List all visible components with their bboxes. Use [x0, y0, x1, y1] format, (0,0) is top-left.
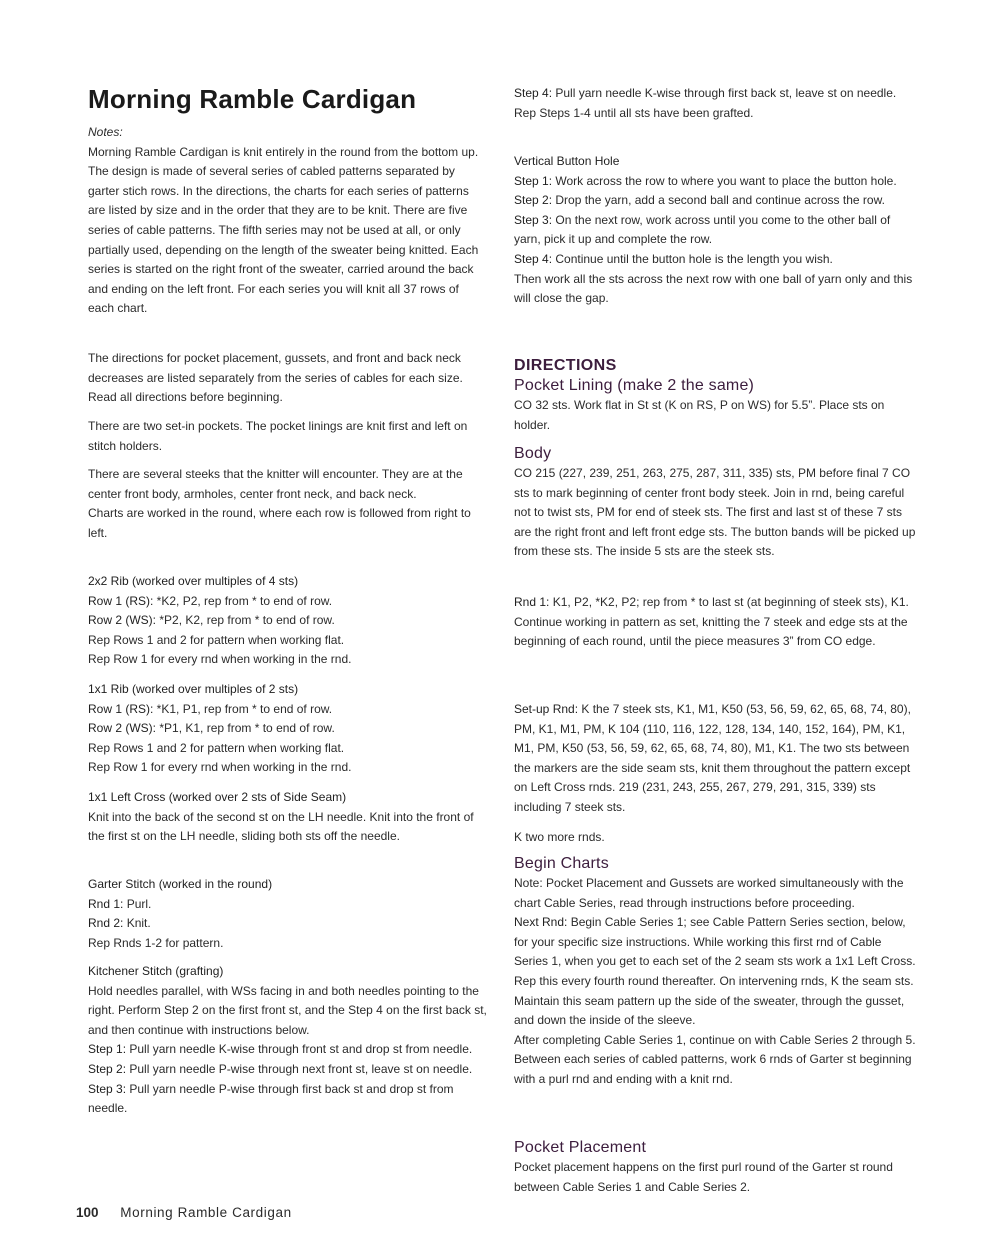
- steeks-text: There are several steeks that the knitter will encounter. They are at the center front body, armholes, center front neck, and back neck.: [88, 467, 463, 501]
- page-footer: [76, 1205, 292, 1220]
- row-label: Row 1 (RS):: [88, 593, 154, 608]
- charts-direction-text: Charts are worked in the round, where each row is followed from right to left.: [88, 506, 471, 540]
- rnd-label: Rnd 2:: [88, 916, 124, 931]
- pocket-lining-section: [514, 377, 916, 435]
- step-text: Pull yarn needle K-wise through first back st, leave st on needle.: [552, 86, 897, 100]
- continue-text: Continue working in pattern as set, knitting the 7 steek and edge sts at the beginning of each round, until the piece measures 3” from CO edge.: [514, 614, 908, 649]
- after-series-text: After completing Cable Series 1, continue on with Cable Series 2 through 5. Between each series of cabled patterns, work 6 rnds of Garter st beginning with a purl rnd and ending with a knit rnd.: [514, 1032, 916, 1086]
- button-hole-step-3: [514, 211, 916, 250]
- pocket-placement-section: [514, 1139, 916, 1197]
- row-label: Row 1 (RS):: [88, 701, 154, 716]
- rib-2x2-section: [88, 572, 488, 670]
- kitchener-rep: Rep Steps 1-4 until all sts have been grafted.: [514, 105, 754, 120]
- notes-paragraph-1: Morning Ramble Cardigan is knit entirely in the round from the bottom up. The design is made of several series of cabled patterns separated by garter stich rows. In the directions, the charts for each series of patterns are listed by size and in the order that they are to be knit. There are five series of cable patterns. The fifth series may not be used at all, or only partially used, depending on the length of the sweater being knitted. Each series is started on the right front of the sweater, carried around the back and ending on the left front. For each series you will knit all 37 rows of each chart.: [88, 144, 479, 316]
- button-hole-end: Then work all the sts across the next row with one ball of yarn only and this will close the gap.: [514, 271, 913, 306]
- rnd-text: Knit.: [123, 916, 151, 931]
- rib-2x2-title: 2x2 Rib (worked over multiples of 4 sts): [88, 574, 299, 588]
- k-two-more-rnds: K two more rnds.: [514, 830, 605, 844]
- step-label: Step 3:: [88, 1081, 127, 1096]
- garter-rnd-1: [88, 895, 488, 915]
- row-label: Row 2 (WS):: [88, 613, 157, 628]
- next-rnd: [514, 913, 916, 1031]
- pocket-lining-title: Pocket Lining (make 2 the same): [514, 377, 755, 394]
- notes-section: [88, 123, 488, 319]
- row-text: *K2, P2, rep from * to end of row.: [153, 593, 333, 608]
- step-label: Step 1:: [88, 1042, 127, 1057]
- rnd-1-section: [514, 593, 916, 652]
- body-rnd-1: [514, 593, 916, 613]
- setup-rnd: [514, 700, 916, 818]
- kitchener-step-1: [88, 1040, 488, 1060]
- step-text: Pull yarn needle P-wise through first back st and drop st from needle.: [88, 1081, 454, 1116]
- left-cross-title: 1x1 Left Cross (worked over 2 sts of Side Seam): [88, 790, 347, 804]
- kitchener-continued: [514, 84, 916, 123]
- setup-rnd-section: [514, 700, 916, 818]
- step-label: Step 2:: [514, 193, 553, 208]
- row-text: *K1, P1, rep from * to end of row.: [153, 701, 333, 716]
- notes-paragraph-3: There are two set-in pockets. The pocket linings are knit first and left on stitch holders.: [88, 419, 468, 453]
- step-text: On the next row, work across until you come to the other ball of yarn, pick it up and complete the row.: [514, 212, 891, 247]
- button-hole-section: [514, 152, 916, 309]
- garter-rep: Rep Rnds 1-2 for pattern.: [88, 935, 224, 950]
- body-text: CO 215 (227, 239, 251, 263, 275, 287, 311, 335) sts, PM before final 7 CO sts to mark beginning of center front body steek. Join in rnd, being careful not to twist sts, PM for end of steek sts. The first and last st of these 7 sts are the right front and left front edge sts. The button bands will be picked up from these sts. The inside 5 sts are the steek sts.: [514, 466, 916, 559]
- rib-1x1-flat: Rep Rows 1 and 2 for pattern when working flat.: [88, 740, 345, 755]
- directions-section: [514, 357, 916, 375]
- pocket-placement-title: Pocket Placement: [514, 1139, 647, 1156]
- rib-1x1-row-1: [88, 700, 488, 720]
- setup-text: K the 7 steek sts, K1, M1, K50 (53, 56, 59, 62, 65, 68, 74, 80), PM, K1, M1, PM, K 104 (110, 116, 122, 128, 134, 140, 152, 164), PM, K1, M1, PM, K50 (53, 56, 59, 62, 65, 68, 74, 80), M1, K1. The two sts between the markers are the side seam sts, knit them throughout the pattern except on Left Cross rnds. 219 (231, 243, 255, 267, 279, 291, 315, 339) sts including 7 steek sts.: [514, 702, 911, 814]
- kitchener-step-2: [88, 1060, 488, 1080]
- notes-paragraph-4: [88, 465, 488, 543]
- directions-heading: DIRECTIONS: [514, 357, 617, 374]
- rnd-text: Purl.: [123, 896, 152, 911]
- kitchener-step-3: [88, 1080, 488, 1119]
- left-cross-section: [88, 788, 488, 847]
- rib-1x1-rnd: Rep Row 1 for every rnd when working in the rnd.: [88, 760, 352, 775]
- step-label: Step 4:: [514, 251, 553, 266]
- kitchener-title: Kitchener Stitch (grafting): [88, 964, 224, 978]
- step-label: Step 1:: [514, 173, 553, 188]
- next-rnd-text: Begin Cable Series 1; see Cable Pattern Series section, below, for your specific size instructions. While working this first rnd of Cable Series 1, when you get to each set of the 2 seam sts work a 1x1 Left Cross. Rep this every fourth round thereafter. On intervening rnds, K the seam sts. Maintain this seam pattern up the side of the sweater, through the gusset, and down the inside of the sleeve.: [514, 915, 916, 1028]
- step-text: Pull yarn needle K-wise through front st and drop st from needle.: [126, 1042, 473, 1057]
- step-label: Step 3:: [514, 212, 553, 227]
- button-hole-step-2: [514, 191, 916, 211]
- begin-charts-note: Note: Pocket Placement and Gussets are worked simultaneously with the chart Cable Series, read through instructions before proceeding.: [514, 876, 904, 910]
- rib-2x2-row-1: [88, 592, 488, 612]
- running-title: Morning Ramble Cardigan: [120, 1205, 292, 1220]
- rib-1x1-title: 1x1 Rib (worked over multiples of 2 sts): [88, 682, 299, 696]
- rib-2x2-flat: Rep Rows 1 and 2 for pattern when working flat.: [88, 632, 345, 647]
- rib-2x2-rnd: Rep Row 1 for every rnd when working in the rnd.: [88, 652, 352, 667]
- garter-title: Garter Stitch (worked in the round): [88, 877, 273, 891]
- button-hole-step-4: [514, 250, 916, 270]
- row-text: *P1, K1, rep from * to end of row.: [156, 721, 335, 736]
- kitchener-step-4: [514, 84, 916, 104]
- rib-1x1-section: [88, 680, 488, 778]
- page-number: 100: [76, 1205, 99, 1220]
- rnd-label: Rnd 1:: [88, 896, 124, 911]
- notes-paragraph-2: The directions for pocket placement, gussets, and front and back neck decreases are listed separately from the series of cables for each size. Read all directions before beginning.: [88, 351, 463, 405]
- step-label: Step 2:: [88, 1061, 127, 1076]
- step-text: Continue until the button hole is the length you wish.: [552, 251, 833, 266]
- rib-2x2-row-2: [88, 611, 488, 631]
- button-hole-step-1: [514, 172, 916, 192]
- next-rnd-label: Next Rnd:: [514, 915, 568, 930]
- left-cross-text: Knit into the back of the second st on the LH needle. Knit into the front of the first st on the LH needle, sliding both sts off the needle.: [88, 809, 474, 844]
- step-text: Drop the yarn, add a second ball and continue across the row.: [552, 193, 885, 208]
- garter-section: [88, 875, 488, 953]
- kitchener-section: [88, 962, 488, 1119]
- body-title: Body: [514, 445, 552, 462]
- setup-label: Set-up Rnd:: [514, 702, 579, 716]
- rib-1x1-row-2: [88, 719, 488, 739]
- row-text: *P2, K2, rep from * to end of row.: [156, 613, 335, 628]
- rnd-text: K1, P2, *K2, P2; rep from * to last st (at beginning of steek sts), K1.: [549, 595, 909, 609]
- button-hole-title: Vertical Button Hole: [514, 154, 620, 168]
- page-title: Morning Ramble Cardigan: [88, 84, 417, 114]
- kitchener-intro: Hold needles parallel, with WSs facing in and both needles pointing to the right. Perform Step 2 on the first front st, and the Step 4 on the first back st, and then continue with instructions below.: [88, 983, 487, 1037]
- begin-charts-section: [514, 855, 916, 1090]
- pocket-lining-text: CO 32 sts. Work flat in St st (K on RS, P on WS) for 5.5”. Place sts on holder.: [514, 398, 885, 432]
- step-label: Step 4:: [514, 86, 553, 100]
- step-text: Work across the row to where you want to place the button hole.: [552, 173, 897, 188]
- body-section: [514, 445, 916, 562]
- row-label: Row 2 (WS):: [88, 721, 157, 736]
- garter-rnd-2: [88, 914, 488, 934]
- rnd-label: Rnd 1:: [514, 595, 550, 609]
- pocket-placement-text: Pocket placement happens on the first purl round of the Garter st round between Cable Series 1 and Cable Series 2.: [514, 1160, 893, 1194]
- notes-label: Notes:: [88, 125, 123, 139]
- begin-charts-title: Begin Charts: [514, 855, 609, 872]
- step-text: Pull yarn needle P-wise through next front st, leave st on needle.: [126, 1061, 473, 1076]
